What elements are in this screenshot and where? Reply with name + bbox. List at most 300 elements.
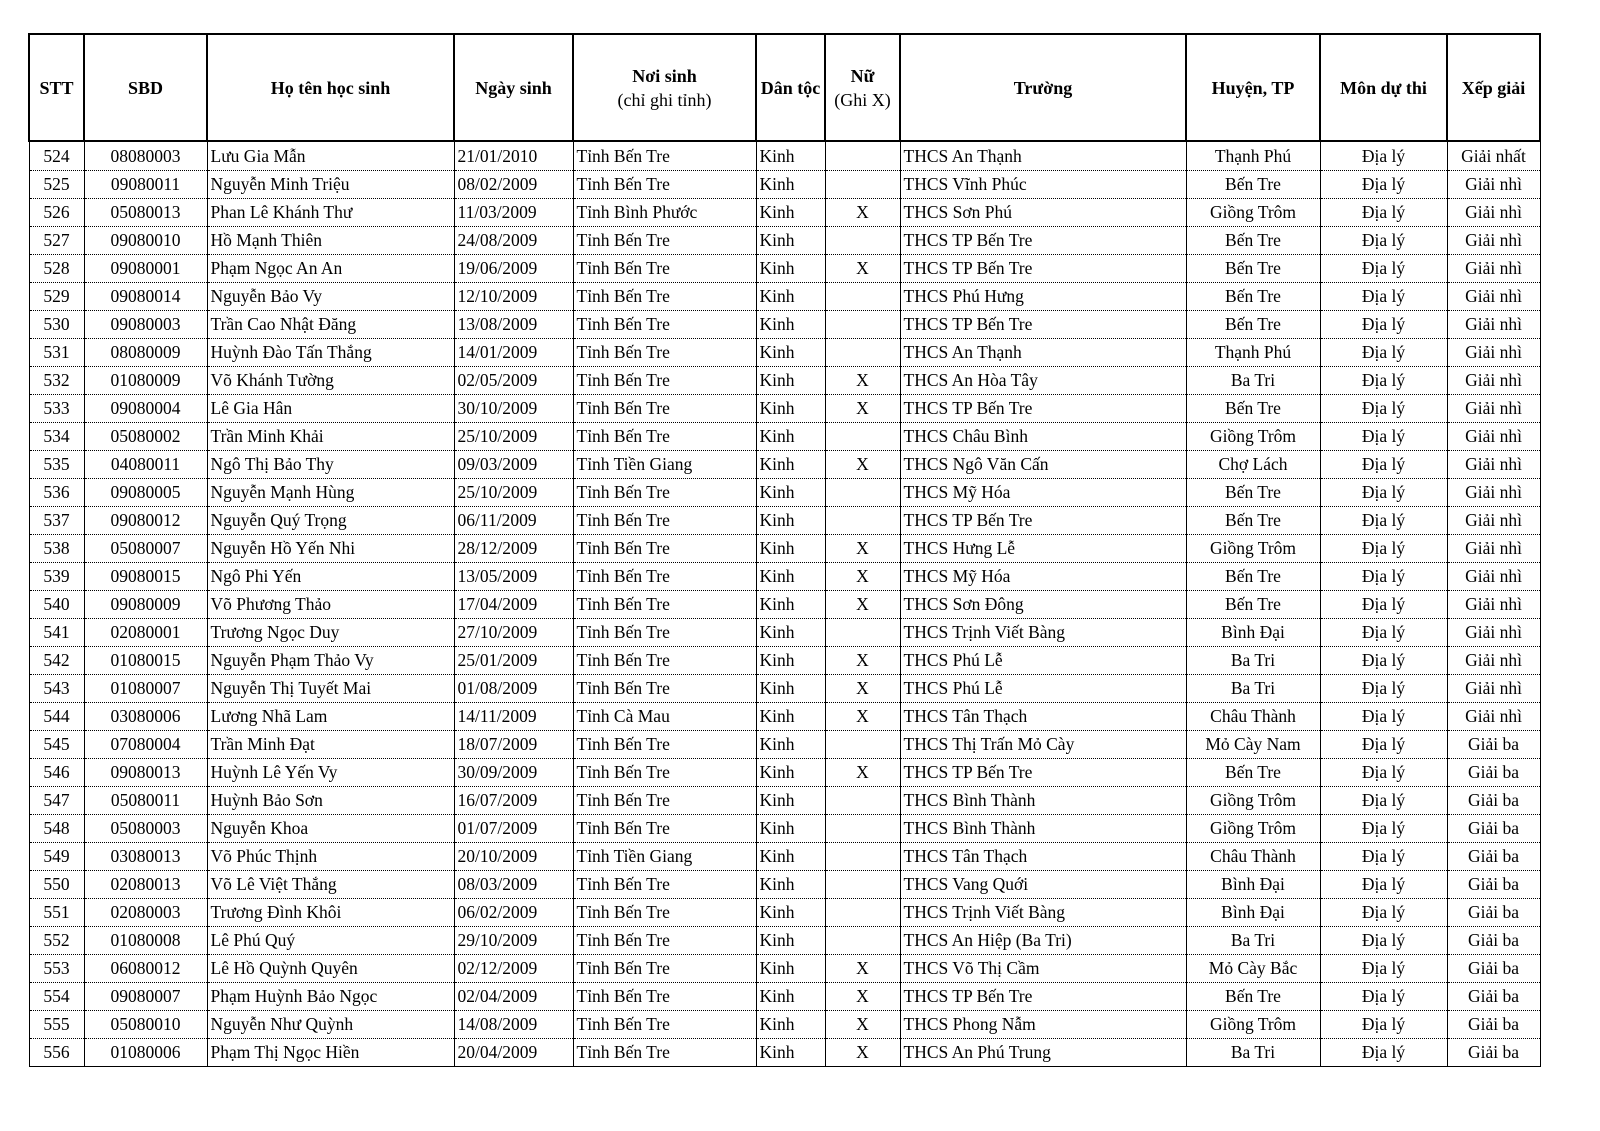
subject-cell: Địa lý <box>1320 759 1447 787</box>
subject-cell: Địa lý <box>1320 647 1447 675</box>
female-cell: X <box>825 199 900 227</box>
subject-cell: Địa lý <box>1320 339 1447 367</box>
table-row <box>29 423 1540 451</box>
ethnicity-cell: Kinh <box>756 899 825 927</box>
district-cell: Giồng Trôm <box>1186 199 1320 227</box>
school-cell: THCS Bình Thành <box>900 787 1186 815</box>
birthplace-cell: Tỉnh Bến Tre <box>573 787 756 815</box>
district-cell: Bến Tre <box>1186 255 1320 283</box>
stt-cell: 554 <box>29 983 84 1011</box>
name-cell: Nguyễn Khoa <box>207 815 454 843</box>
award-cell: Giải ba <box>1447 955 1540 983</box>
stt-cell: 539 <box>29 563 84 591</box>
ethnicity-cell: Kinh <box>756 647 825 675</box>
dob-cell: 16/07/2009 <box>454 787 573 815</box>
female-cell: X <box>825 451 900 479</box>
birthplace-cell: Tỉnh Tiền Giang <box>573 451 756 479</box>
award-cell: Giải nhì <box>1447 283 1540 311</box>
sbd-cell: 01080007 <box>84 675 207 703</box>
district-cell: Thạnh Phú <box>1186 141 1320 171</box>
district-cell: Bến Tre <box>1186 171 1320 199</box>
award-cell: Giải nhì <box>1447 367 1540 395</box>
subject-cell: Địa lý <box>1320 787 1447 815</box>
award-cell: Giải nhì <box>1447 255 1540 283</box>
subject-cell: Địa lý <box>1320 283 1447 311</box>
header-school <box>900 34 1186 141</box>
sbd-cell: 09080011 <box>84 171 207 199</box>
table-row <box>29 311 1540 339</box>
header-district-label: Huyện, TP <box>1211 77 1295 98</box>
birthplace-cell: Tỉnh Bến Tre <box>573 255 756 283</box>
name-cell: Trần Minh Đạt <box>207 731 454 759</box>
sbd-cell: 09080001 <box>84 255 207 283</box>
school-cell: THCS Châu Bình <box>900 423 1186 451</box>
sbd-cell: 03080006 <box>84 703 207 731</box>
birthplace-cell: Tỉnh Bến Tre <box>573 311 756 339</box>
dob-cell: 28/12/2009 <box>454 535 573 563</box>
table-row <box>29 395 1540 423</box>
name-cell: Phạm Ngọc An An <box>207 255 454 283</box>
district-cell: Mỏ Cày Nam <box>1186 731 1320 759</box>
district-cell: Châu Thành <box>1186 703 1320 731</box>
school-cell: THCS Tân Thạch <box>900 703 1186 731</box>
award-cell: Giải ba <box>1447 927 1540 955</box>
header-ethnicity-label: Dân tộc <box>760 77 821 98</box>
birthplace-cell: Tỉnh Bến Tre <box>573 171 756 199</box>
award-cell: Giải nhì <box>1447 227 1540 255</box>
table-row <box>29 899 1540 927</box>
birthplace-cell: Tỉnh Bến Tre <box>573 759 756 787</box>
female-cell <box>825 815 900 843</box>
sbd-cell: 09080003 <box>84 311 207 339</box>
female-cell <box>825 871 900 899</box>
name-cell: Huỳnh Lê Yến Vy <box>207 759 454 787</box>
table-row <box>29 227 1540 255</box>
female-cell <box>825 171 900 199</box>
district-cell: Ba Tri <box>1186 675 1320 703</box>
dob-cell: 01/08/2009 <box>454 675 573 703</box>
ethnicity-cell: Kinh <box>756 787 825 815</box>
district-cell: Giồng Trôm <box>1186 1011 1320 1039</box>
award-cell: Giải nhì <box>1447 535 1540 563</box>
dob-cell: 25/01/2009 <box>454 647 573 675</box>
school-cell: THCS Ngô Văn Cấn <box>900 451 1186 479</box>
subject-cell: Địa lý <box>1320 815 1447 843</box>
header-female-label: Nữ <box>850 65 875 86</box>
female-cell: X <box>825 759 900 787</box>
sbd-cell: 02080001 <box>84 619 207 647</box>
district-cell: Bình Đại <box>1186 871 1320 899</box>
sbd-cell: 01080015 <box>84 647 207 675</box>
district-cell: Bến Tre <box>1186 311 1320 339</box>
sbd-cell: 05080003 <box>84 815 207 843</box>
sbd-cell: 09080010 <box>84 227 207 255</box>
school-cell: THCS TP Bến Tre <box>900 759 1186 787</box>
dob-cell: 14/11/2009 <box>454 703 573 731</box>
stt-cell: 535 <box>29 451 84 479</box>
subject-cell: Địa lý <box>1320 1011 1447 1039</box>
ethnicity-cell: Kinh <box>756 451 825 479</box>
sbd-cell: 04080011 <box>84 451 207 479</box>
sbd-cell: 05080002 <box>84 423 207 451</box>
sbd-cell: 09080012 <box>84 507 207 535</box>
district-cell: Chợ Lách <box>1186 451 1320 479</box>
stt-cell: 546 <box>29 759 84 787</box>
name-cell: Huỳnh Đào Tấn Thắng <box>207 339 454 367</box>
dob-cell: 20/04/2009 <box>454 1039 573 1067</box>
dob-cell: 06/11/2009 <box>454 507 573 535</box>
header-ethnicity <box>756 34 825 141</box>
table-row <box>29 647 1540 675</box>
school-cell: THCS Phú Lễ <box>900 647 1186 675</box>
sbd-cell: 03080013 <box>84 843 207 871</box>
table-row <box>29 1011 1540 1039</box>
subject-cell: Địa lý <box>1320 675 1447 703</box>
name-cell: Nguyễn Phạm Thảo Vy <box>207 647 454 675</box>
birthplace-cell: Tỉnh Bến Tre <box>573 423 756 451</box>
stt-cell: 555 <box>29 1011 84 1039</box>
subject-cell: Địa lý <box>1320 563 1447 591</box>
birthplace-cell: Tỉnh Bến Tre <box>573 647 756 675</box>
header-subject <box>1320 34 1447 141</box>
stt-cell: 553 <box>29 955 84 983</box>
header-subject-label: Môn dự thi <box>1340 77 1427 98</box>
female-cell: X <box>825 703 900 731</box>
dob-cell: 30/10/2009 <box>454 395 573 423</box>
female-cell <box>825 899 900 927</box>
female-cell: X <box>825 675 900 703</box>
table-row <box>29 171 1540 199</box>
subject-cell: Địa lý <box>1320 843 1447 871</box>
name-cell: Huỳnh Bảo Sơn <box>207 787 454 815</box>
birthplace-cell: Tỉnh Tiền Giang <box>573 843 756 871</box>
school-cell: THCS TP Bến Tre <box>900 311 1186 339</box>
award-cell: Giải nhì <box>1447 199 1540 227</box>
birthplace-cell: Tỉnh Bến Tre <box>573 591 756 619</box>
school-cell: THCS An Hiệp (Ba Tri) <box>900 927 1186 955</box>
sbd-cell: 05080010 <box>84 1011 207 1039</box>
female-cell: X <box>825 535 900 563</box>
name-cell: Võ Phương Thảo <box>207 591 454 619</box>
district-cell: Mỏ Cày Bắc <box>1186 955 1320 983</box>
birthplace-cell: Tỉnh Bến Tre <box>573 619 756 647</box>
female-cell <box>825 731 900 759</box>
ethnicity-cell: Kinh <box>756 227 825 255</box>
subject-cell: Địa lý <box>1320 731 1447 759</box>
header-award <box>1447 34 1540 141</box>
header-dob-label: Ngày sinh <box>475 77 552 98</box>
stt-cell: 549 <box>29 843 84 871</box>
stt-cell: 525 <box>29 171 84 199</box>
stt-cell: 550 <box>29 871 84 899</box>
female-cell: X <box>825 367 900 395</box>
award-cell: Giải nhì <box>1447 171 1540 199</box>
dob-cell: 14/01/2009 <box>454 339 573 367</box>
name-cell: Võ Phúc Thịnh <box>207 843 454 871</box>
table-row <box>29 927 1540 955</box>
birthplace-cell: Tỉnh Bến Tre <box>573 983 756 1011</box>
ethnicity-cell: Kinh <box>756 423 825 451</box>
birthplace-cell: Tỉnh Bến Tre <box>573 563 756 591</box>
school-cell: THCS Hưng Lễ <box>900 535 1186 563</box>
table-row <box>29 535 1540 563</box>
name-cell: Nguyễn Minh Triệu <box>207 171 454 199</box>
award-cell: Giải nhì <box>1447 479 1540 507</box>
table-row <box>29 731 1540 759</box>
table-row <box>29 141 1540 171</box>
school-cell: THCS Phong Nẫm <box>900 1011 1186 1039</box>
sbd-cell: 01080008 <box>84 927 207 955</box>
table-row <box>29 451 1540 479</box>
table-body <box>29 141 1540 1067</box>
subject-cell: Địa lý <box>1320 423 1447 451</box>
school-cell: THCS Bình Thành <box>900 815 1186 843</box>
award-cell: Giải ba <box>1447 871 1540 899</box>
school-cell: THCS Tân Thạch <box>900 843 1186 871</box>
district-cell: Bến Tre <box>1186 983 1320 1011</box>
sbd-cell: 09080004 <box>84 395 207 423</box>
name-cell: Võ Lê Việt Thắng <box>207 871 454 899</box>
female-cell <box>825 479 900 507</box>
stt-cell: 531 <box>29 339 84 367</box>
subject-cell: Địa lý <box>1320 227 1447 255</box>
sbd-cell: 02080013 <box>84 871 207 899</box>
award-cell: Giải nhì <box>1447 507 1540 535</box>
dob-cell: 25/10/2009 <box>454 479 573 507</box>
dob-cell: 14/08/2009 <box>454 1011 573 1039</box>
sbd-cell: 09080005 <box>84 479 207 507</box>
award-cell: Giải ba <box>1447 731 1540 759</box>
dob-cell: 13/08/2009 <box>454 311 573 339</box>
subject-cell: Địa lý <box>1320 311 1447 339</box>
district-cell: Bến Tre <box>1186 227 1320 255</box>
name-cell: Lê Gia Hân <box>207 395 454 423</box>
award-cell: Giải ba <box>1447 1039 1540 1067</box>
birthplace-cell: Tỉnh Bến Tre <box>573 899 756 927</box>
subject-cell: Địa lý <box>1320 983 1447 1011</box>
sbd-cell: 02080003 <box>84 899 207 927</box>
female-cell: X <box>825 955 900 983</box>
subject-cell: Địa lý <box>1320 479 1447 507</box>
ethnicity-cell: Kinh <box>756 283 825 311</box>
table-row <box>29 591 1540 619</box>
sbd-cell: 05080007 <box>84 535 207 563</box>
table-row <box>29 955 1540 983</box>
table-row <box>29 507 1540 535</box>
header-female-note: (Ghi X) <box>834 89 891 110</box>
stt-cell: 540 <box>29 591 84 619</box>
school-cell: THCS Sơn Phú <box>900 199 1186 227</box>
name-cell: Ngô Thị Bảo Thy <box>207 451 454 479</box>
district-cell: Bến Tre <box>1186 283 1320 311</box>
subject-cell: Địa lý <box>1320 899 1447 927</box>
dob-cell: 12/10/2009 <box>454 283 573 311</box>
table-row <box>29 367 1540 395</box>
name-cell: Trương Đình Khôi <box>207 899 454 927</box>
dob-cell: 09/03/2009 <box>454 451 573 479</box>
award-cell: Giải ba <box>1447 899 1540 927</box>
birthplace-cell: Tỉnh Bến Tre <box>573 227 756 255</box>
dob-cell: 24/08/2009 <box>454 227 573 255</box>
award-cell: Giải nhì <box>1447 703 1540 731</box>
ethnicity-cell: Kinh <box>756 367 825 395</box>
table-row <box>29 871 1540 899</box>
subject-cell: Địa lý <box>1320 871 1447 899</box>
award-cell: Giải ba <box>1447 843 1540 871</box>
district-cell: Châu Thành <box>1186 843 1320 871</box>
stt-cell: 532 <box>29 367 84 395</box>
district-cell: Ba Tri <box>1186 647 1320 675</box>
school-cell: THCS Vang Quới <box>900 871 1186 899</box>
subject-cell: Địa lý <box>1320 395 1447 423</box>
district-cell: Thạnh Phú <box>1186 339 1320 367</box>
school-cell: THCS An Thạnh <box>900 141 1186 171</box>
table-row <box>29 759 1540 787</box>
subject-cell: Địa lý <box>1320 619 1447 647</box>
stt-cell: 528 <box>29 255 84 283</box>
birthplace-cell: Tỉnh Bến Tre <box>573 927 756 955</box>
subject-cell: Địa lý <box>1320 955 1447 983</box>
award-cell: Giải nhì <box>1447 451 1540 479</box>
name-cell: Trần Minh Khải <box>207 423 454 451</box>
award-cell: Giải nhì <box>1447 647 1540 675</box>
ethnicity-cell: Kinh <box>756 339 825 367</box>
female-cell: X <box>825 1039 900 1067</box>
birthplace-cell: Tỉnh Bến Tre <box>573 507 756 535</box>
table-row <box>29 339 1540 367</box>
ethnicity-cell: Kinh <box>756 199 825 227</box>
dob-cell: 21/01/2010 <box>454 141 573 171</box>
table-row <box>29 1039 1540 1067</box>
stt-cell: 556 <box>29 1039 84 1067</box>
name-cell: Lê Phú Quý <box>207 927 454 955</box>
sbd-cell: 09080013 <box>84 759 207 787</box>
award-cell: Giải ba <box>1447 983 1540 1011</box>
birthplace-cell: Tỉnh Bến Tre <box>573 339 756 367</box>
dob-cell: 02/12/2009 <box>454 955 573 983</box>
award-cell: Giải ba <box>1447 1011 1540 1039</box>
dob-cell: 17/04/2009 <box>454 591 573 619</box>
header-birthplace-label: Nơi sinh <box>632 65 697 86</box>
ethnicity-cell: Kinh <box>756 955 825 983</box>
dob-cell: 19/06/2009 <box>454 255 573 283</box>
ethnicity-cell: Kinh <box>756 927 825 955</box>
table-row <box>29 983 1540 1011</box>
table-row <box>29 255 1540 283</box>
table-row <box>29 199 1540 227</box>
district-cell: Bình Đại <box>1186 619 1320 647</box>
female-cell <box>825 507 900 535</box>
district-cell: Giồng Trôm <box>1186 535 1320 563</box>
school-cell: THCS An Hòa Tây <box>900 367 1186 395</box>
table-row <box>29 479 1540 507</box>
award-cell: Giải nhì <box>1447 339 1540 367</box>
award-cell: Giải nhì <box>1447 311 1540 339</box>
stt-cell: 533 <box>29 395 84 423</box>
female-cell: X <box>825 1011 900 1039</box>
dob-cell: 02/04/2009 <box>454 983 573 1011</box>
table-row <box>29 843 1540 871</box>
sbd-cell: 01080006 <box>84 1039 207 1067</box>
award-cell: Giải nhì <box>1447 395 1540 423</box>
table-row <box>29 703 1540 731</box>
district-cell: Bình Đại <box>1186 899 1320 927</box>
female-cell: X <box>825 395 900 423</box>
ethnicity-cell: Kinh <box>756 507 825 535</box>
name-cell: Nguyễn Bảo Vy <box>207 283 454 311</box>
table-row <box>29 563 1540 591</box>
name-cell: Lưu Gia Mẫn <box>207 141 454 171</box>
award-cell: Giải ba <box>1447 815 1540 843</box>
dob-cell: 20/10/2009 <box>454 843 573 871</box>
name-cell: Nguyễn Hồ Yến Nhi <box>207 535 454 563</box>
district-cell: Ba Tri <box>1186 1039 1320 1067</box>
school-cell: THCS Trịnh Viết Bàng <box>900 619 1186 647</box>
birthplace-cell: Tỉnh Bến Tre <box>573 395 756 423</box>
school-cell: THCS TP Bến Tre <box>900 255 1186 283</box>
school-cell: THCS TP Bến Tre <box>900 227 1186 255</box>
name-cell: Phan Lê Khánh Thư <box>207 199 454 227</box>
district-cell: Bến Tre <box>1186 479 1320 507</box>
school-cell: THCS Phú Hưng <box>900 283 1186 311</box>
name-cell: Phạm Huỳnh Bảo Ngọc <box>207 983 454 1011</box>
dob-cell: 06/02/2009 <box>454 899 573 927</box>
school-cell: THCS TP Bến Tre <box>900 395 1186 423</box>
subject-cell: Địa lý <box>1320 1039 1447 1067</box>
header-dob <box>454 34 573 141</box>
name-cell: Nguyễn Thị Tuyết Mai <box>207 675 454 703</box>
district-cell: Bến Tre <box>1186 759 1320 787</box>
subject-cell: Địa lý <box>1320 367 1447 395</box>
ethnicity-cell: Kinh <box>756 871 825 899</box>
school-cell: THCS Thị Trấn Mỏ Cày <box>900 731 1186 759</box>
stt-cell: 544 <box>29 703 84 731</box>
birthplace-cell: Tỉnh Bến Tre <box>573 1011 756 1039</box>
female-cell <box>825 787 900 815</box>
sbd-cell: 01080009 <box>84 367 207 395</box>
award-cell: Giải nhất <box>1447 141 1540 171</box>
name-cell: Võ Khánh Tường <box>207 367 454 395</box>
sbd-cell: 07080004 <box>84 731 207 759</box>
name-cell: Trần Cao Nhật Đăng <box>207 311 454 339</box>
school-cell: THCS Mỹ Hóa <box>900 563 1186 591</box>
stt-cell: 552 <box>29 927 84 955</box>
stt-cell: 536 <box>29 479 84 507</box>
name-cell: Hồ Mạnh Thiên <box>207 227 454 255</box>
name-cell: Nguyễn Như Quỳnh <box>207 1011 454 1039</box>
stt-cell: 529 <box>29 283 84 311</box>
name-cell: Phạm Thị Ngọc Hiền <box>207 1039 454 1067</box>
birthplace-cell: Tỉnh Bến Tre <box>573 367 756 395</box>
sbd-cell: 09080015 <box>84 563 207 591</box>
ethnicity-cell: Kinh <box>756 759 825 787</box>
birthplace-cell: Tỉnh Bến Tre <box>573 283 756 311</box>
birthplace-cell: Tỉnh Bến Tre <box>573 479 756 507</box>
female-cell: X <box>825 563 900 591</box>
district-cell: Giồng Trôm <box>1186 787 1320 815</box>
stt-cell: 530 <box>29 311 84 339</box>
subject-cell: Địa lý <box>1320 927 1447 955</box>
stt-cell: 542 <box>29 647 84 675</box>
stt-cell: 526 <box>29 199 84 227</box>
sbd-cell: 09080007 <box>84 983 207 1011</box>
district-cell: Bến Tre <box>1186 563 1320 591</box>
table-row <box>29 675 1540 703</box>
ethnicity-cell: Kinh <box>756 1039 825 1067</box>
ethnicity-cell: Kinh <box>756 703 825 731</box>
award-cell: Giải ba <box>1447 787 1540 815</box>
ethnicity-cell: Kinh <box>756 479 825 507</box>
